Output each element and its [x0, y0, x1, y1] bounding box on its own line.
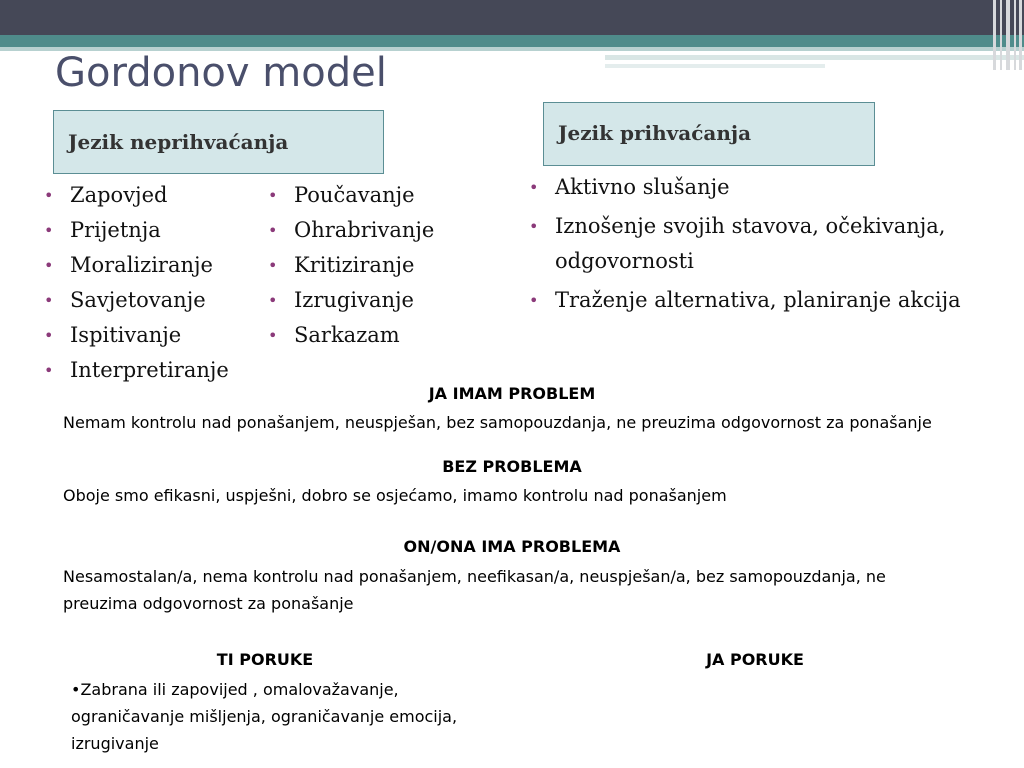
list-item: • Izrugivanje — [266, 283, 466, 318]
bullet-icon: • — [268, 221, 278, 240]
list-item: • Traženje alternativa, planiranje akcija — [527, 283, 967, 318]
section-text-i-have-problem: Nemam kontrolu nad ponašanjem, neuspješan, bez samopouzdanja, ne preuzima odgovornost za ponašanje — [63, 413, 932, 432]
list-item: • Savjetovanje — [42, 283, 262, 318]
list-item: • Sarkazam — [266, 318, 466, 353]
section-title-you-messages: TI PORUKE — [216, 650, 314, 669]
list-item: • Ohrabrivanje — [266, 213, 466, 248]
header-accent-line — [605, 55, 1024, 60]
list-item: • Moraliziranje — [42, 248, 262, 283]
list-item: • Iznošenje svojih stavova, očekivanja, odgovornosti — [527, 209, 967, 279]
unacceptance-list-1 — [42, 178, 262, 388]
acceptance-label-box — [543, 102, 875, 166]
unacceptance-label-box — [53, 110, 384, 174]
bullet-icon: • — [268, 186, 278, 205]
list-item: • Poučavanje — [266, 178, 466, 213]
bullet-icon: • — [44, 326, 54, 345]
section-title-no-problem: BEZ PROBLEMA — [442, 457, 582, 476]
section-title-i-messages: JA PORUKE — [706, 650, 804, 669]
bullet-icon: • — [44, 186, 54, 205]
bullet-icon: • — [529, 291, 539, 310]
bullet-icon: • — [529, 217, 539, 236]
section-title-i-have-problem: JA IMAM PROBLEM — [428, 384, 596, 403]
unacceptance-label: Jezik neprihvaćanja — [68, 130, 289, 154]
bullet-icon: • — [268, 326, 278, 345]
acceptance-list — [527, 170, 967, 322]
unacceptance-list-2 — [266, 178, 466, 353]
bullet-icon: • — [44, 256, 54, 275]
header-stripe — [1006, 0, 1010, 70]
list-item: • Interpretiranje — [42, 353, 262, 388]
bullet-icon: • — [44, 361, 54, 380]
header-stripe — [1000, 0, 1002, 70]
list-item: • Ispitivanje — [42, 318, 262, 353]
section-title-they-have-problem: ON/ONA IMA PROBLEMA — [403, 537, 621, 556]
section-text-you-messages: •Zabrana ili zapovijed , omalovažavanje, ograničavanje mišljenja, ograničavanje emocija, izrugivanje — [71, 680, 458, 753]
bullet-icon: • — [529, 178, 539, 197]
bullet-icon: • — [268, 256, 278, 275]
list-item: • Zapovjed — [42, 178, 262, 213]
acceptance-label: Jezik prihvaćanja — [558, 121, 752, 145]
header-accent-line — [605, 64, 825, 68]
list-item: • Kritiziranje — [266, 248, 466, 283]
header-stripe — [1014, 0, 1016, 70]
section-text-they-have-problem: Nesamostalan/a, nema kontrolu nad ponašanjem, neefikasan/a, neuspješan/a, bez samopouzdanja, ne preuzima odgovornost za ponašanje — [63, 567, 886, 613]
slide-title: Gordonov model — [55, 50, 387, 96]
bullet-icon: • — [44, 221, 54, 240]
bullet-icon: • — [268, 291, 278, 310]
header-band-dark — [0, 0, 1024, 35]
list-item: • Aktivno slušanje — [527, 170, 967, 205]
bullet-icon: • — [44, 291, 54, 310]
list-item: • Prijetnja — [42, 213, 262, 248]
header-stripe — [1019, 0, 1022, 70]
section-text-no-problem: Oboje smo efikasni, uspješni, dobro se osjećamo, imamo kontrolu nad ponašanjem — [63, 486, 727, 505]
header-band-teal — [0, 35, 1024, 47]
header-stripe — [993, 0, 996, 70]
